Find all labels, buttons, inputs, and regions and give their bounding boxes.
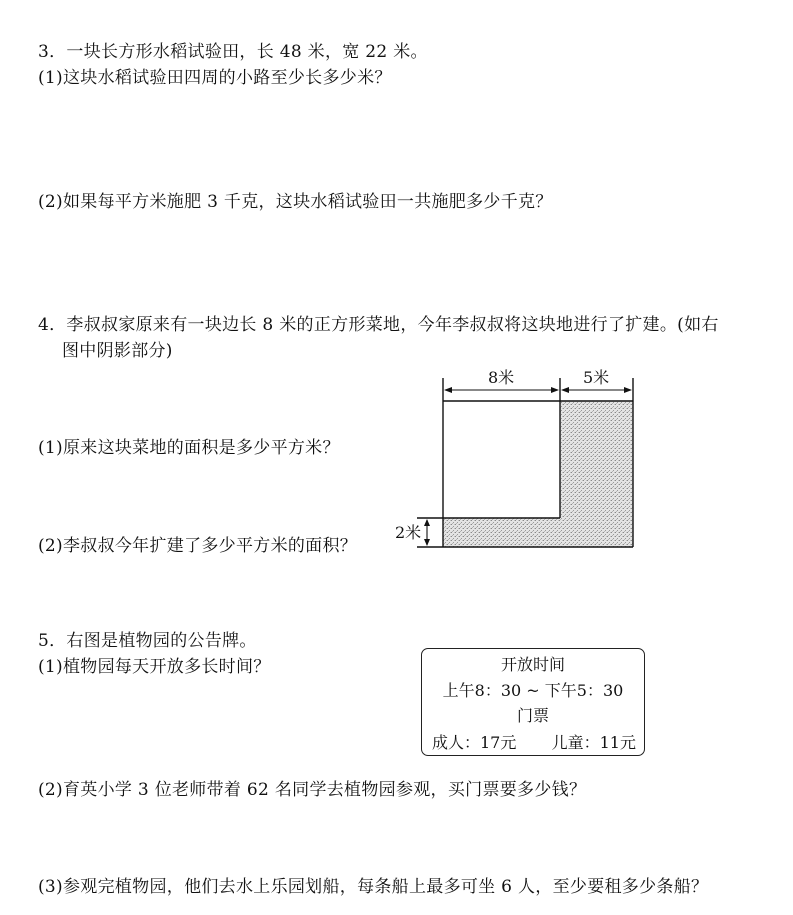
q4-part1: (1)原来这块菜地的面积是多少平方米？ bbox=[38, 438, 340, 458]
dimension-label-8m: 8米 bbox=[488, 368, 515, 387]
q3-part2: (2)如果每平方米施肥 3 千克，这块水稻试验田一共施肥多少千克？ bbox=[38, 192, 553, 212]
q4-land-diagram bbox=[395, 360, 645, 560]
q4-stem-line2: 图中阴影部分) bbox=[62, 341, 173, 361]
q5-part2: (2)育英小学 3 位老师带着 62 名同学去植物园参观，买门票要多少钱？ bbox=[38, 780, 587, 800]
sign-open-hours-title: 开放时间 bbox=[500, 655, 565, 674]
shaded-expansion-area bbox=[443, 401, 633, 547]
q4-stem-line1: 4．李叔叔家原来有一块边长 8 米的正方形菜地，今年李叔叔将这块地进行了扩建。(如右 bbox=[38, 315, 719, 335]
sign-tickets-title: 门票 bbox=[516, 706, 549, 725]
q5-stem: 5．右图是植物园的公告牌。 bbox=[38, 631, 257, 651]
dimension-label-2m: 2米 bbox=[395, 523, 422, 542]
q5-part1: (1)植物园每天开放多长时间？ bbox=[38, 657, 271, 677]
sign-ticket-prices bbox=[432, 733, 636, 753]
q4-part2: (2)李叔叔今年扩建了多少平方米的面积？ bbox=[38, 536, 358, 556]
q3-stem: 3．一块长方形水稻试验田，长 48 米，宽 22 米。 bbox=[38, 42, 428, 62]
q3-part1: (1)这块水稻试验田四周的小路至少长多少米？ bbox=[38, 68, 392, 88]
sign-child-price: 儿童：11元 bbox=[551, 733, 636, 752]
botanical-garden-notice-board bbox=[421, 648, 645, 756]
q5-part3: (3)参观完植物园，他们去水上乐园划船，每条船上最多可坐 6 人，至少要租多少条船？ bbox=[38, 877, 709, 897]
sign-open-hours: 上午8：30 ~ 下午5：30 bbox=[442, 681, 624, 700]
sign-adult-price: 成人：17元 bbox=[432, 733, 517, 752]
land-expansion-figure bbox=[395, 360, 645, 560]
dimension-label-5m: 5米 bbox=[583, 368, 610, 387]
